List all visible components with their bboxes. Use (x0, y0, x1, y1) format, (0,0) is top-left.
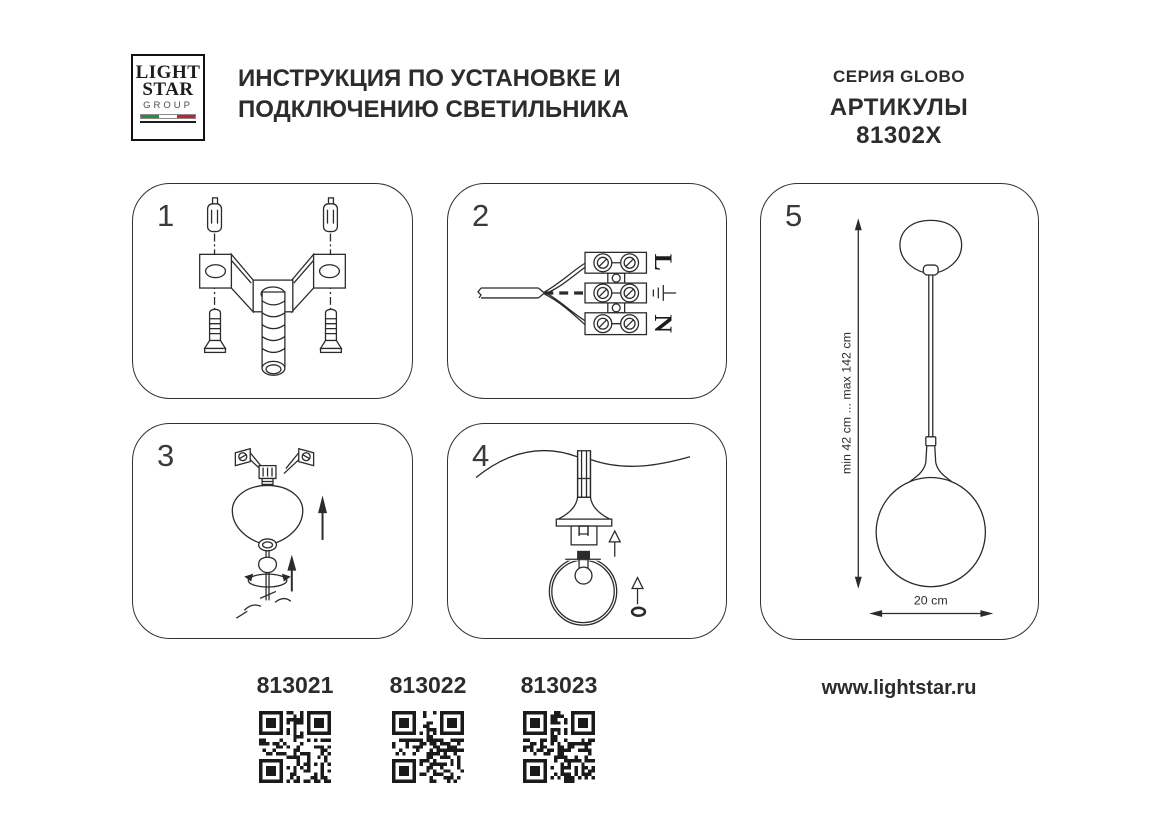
qr-code-813022 (392, 711, 464, 783)
earth-ground-icon (653, 285, 676, 301)
step5-panel (760, 183, 1039, 640)
up-arrow-icon (609, 531, 620, 557)
glass-globe (549, 551, 616, 625)
step2-panel (447, 183, 727, 399)
series-block (785, 67, 1013, 150)
step4-globe-diagram (448, 424, 726, 638)
height-dimension-label: min 42 cm ... max 142 cm (839, 332, 854, 475)
logo-group: GROUP (143, 100, 193, 111)
terminal-block (585, 252, 646, 334)
flag-red (177, 115, 195, 118)
page-title (238, 63, 629, 125)
neutral-terminal-label: N (648, 314, 678, 333)
live-terminal-label: L (648, 253, 678, 271)
width-dimension (869, 594, 993, 617)
article-number: 813023 (520, 672, 598, 698)
height-dimension (839, 218, 861, 588)
lightstar-logo (131, 54, 205, 141)
title-line-1: ИНСТРУКЦИЯ ПО УСТАНОВКЕ И (238, 65, 621, 92)
step5-number: 5 (785, 198, 803, 233)
step3-canopy-diagram (133, 424, 412, 638)
flag-underline (140, 121, 196, 123)
up-arrow-icon (632, 578, 643, 605)
article-number: 813022 (389, 672, 467, 698)
step2-wiring-diagram (448, 184, 726, 398)
step1-panel (132, 183, 413, 399)
italian-flag-icon (140, 114, 196, 119)
step5-lamp-dimensions-diagram (761, 184, 1038, 639)
up-arrow-icon (318, 495, 327, 540)
article-number: 813021 (256, 672, 334, 698)
qr-code-813023 (523, 711, 595, 783)
step1-bracket-diagram (133, 184, 412, 398)
flag-white (159, 115, 177, 118)
website-link: www.lightstar.ru (821, 677, 977, 699)
rotate-arrow-icon (244, 574, 291, 587)
width-dimension-label: 20 cm (913, 593, 948, 608)
articles-label: АРТИКУЛЫ 81302X (829, 94, 969, 149)
flag-green (141, 115, 159, 118)
qr-code-813021 (259, 711, 331, 783)
up-arrow-icon (287, 555, 296, 592)
rubber-ring (632, 608, 645, 616)
title-line-2: ПОДКЛЮЧЕНИЮ СВЕТИЛЬНИКА (238, 96, 629, 123)
step2-number: 2 (472, 198, 490, 233)
step3-panel (132, 423, 413, 639)
step4-panel (447, 423, 727, 639)
logo-star: STAR (142, 79, 194, 100)
decorative-nut (259, 557, 277, 572)
step3-number: 3 (157, 438, 175, 473)
logo-light: LIGHT (135, 62, 201, 83)
pendant-lamp (876, 220, 985, 586)
step4-number: 4 (472, 438, 490, 473)
series-label: СЕРИЯ GLOBO (833, 67, 965, 86)
wall-plug (208, 198, 338, 232)
step1-number: 1 (157, 198, 175, 233)
